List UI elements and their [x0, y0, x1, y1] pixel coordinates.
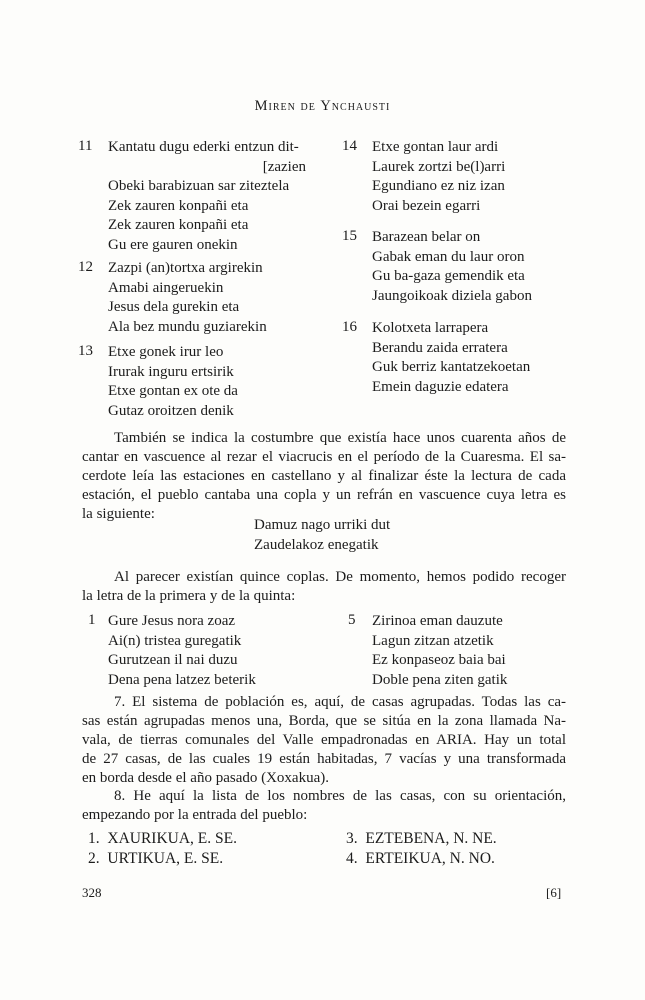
paragraph-section-8 — [82, 787, 566, 825]
paragraph-line: Al parecer existían quince coplas. De momento, hemos podido recoger — [114, 569, 566, 585]
copla-line: Lagun zitzan atzetik — [372, 632, 494, 649]
verse-line: Zek zauren konpañi eta — [108, 197, 249, 214]
verse-line: Etxe gontan laur ardi — [372, 139, 499, 155]
verse-line: Kantatu dugu ederki entzun dit- — [108, 139, 299, 155]
verse-line: Jesus dela gurekin eta — [108, 299, 240, 315]
paragraph-coplas — [82, 568, 566, 606]
verse-line: Jaungoikoak diziela gabon — [372, 287, 532, 304]
verse-number: 14 — [342, 138, 357, 154]
paragraph-line: la letra de la primera y de la quinta: — [82, 588, 296, 604]
house-number: 3. — [346, 830, 358, 847]
verse-line: Barazean belar on — [372, 229, 481, 245]
house-list-right — [346, 829, 497, 869]
section-marker: [6] — [546, 885, 562, 900]
house-number: 4. — [346, 850, 358, 867]
verse-line: Zek zauren konpañi eta — [108, 217, 249, 233]
paragraph-line: empezando por la entrada del pueblo: — [82, 807, 308, 823]
paragraph-line: También se indica la costumbre que existía hace unos cuarenta años de — [114, 430, 566, 446]
refrain — [254, 516, 390, 555]
house-number: 1. — [88, 830, 100, 847]
paragraph-line: sas están agrupadas menos una, Borda, que se sitúa en la zona llamada Na- — [82, 713, 566, 729]
verse-line: Etxe gontan ex ote da — [108, 383, 238, 399]
verse-line: Laurek zortzi be(l)arri — [372, 158, 506, 175]
verse-number: 16 — [342, 319, 357, 335]
copla-line: Gurutzean il nai duzu — [108, 652, 238, 668]
page-number: 328 — [82, 885, 102, 900]
house-name: ERTEIKUA, N. NO. — [365, 850, 495, 867]
verse-line: Gu ba-gaza gemendik eta — [372, 268, 525, 284]
verse-line: Kolotxeta larrapera — [372, 320, 489, 336]
verse-line: Orai bezein egarri — [372, 197, 481, 214]
verse-line: [zazien — [262, 158, 306, 175]
copla-number: 1 — [88, 612, 96, 628]
paragraph-line: 8. He aquí la lista de los nombres de las casas, con su orientación, — [114, 788, 566, 804]
verse-line: Etxe gonek irur leo — [108, 344, 224, 360]
verse-line: Gu ere gauren onekin — [108, 236, 238, 253]
house-name: URTIKUA, E. SE. — [107, 850, 224, 867]
copla-line: Ez konpaseoz baia bai — [372, 652, 506, 668]
house-name: EZTEBENA, N. NE. — [365, 830, 497, 847]
verse-line: Zazpi (an)tortxa argirekin — [108, 260, 263, 276]
house-number: 2. — [88, 850, 100, 867]
house-item — [88, 829, 237, 849]
verse-line: Guk berriz kantatzekoetan — [372, 359, 531, 375]
paragraph-line: la siguiente: — [82, 506, 155, 522]
verse-line: Obeki barabizuan sar ziteztela — [108, 178, 290, 194]
author-last: Ynchausti — [320, 98, 391, 114]
refrain-line: Zaudelakoz enegatik — [254, 536, 379, 553]
verse-line: Irurak inguru ertsirik — [108, 363, 234, 380]
copla-line: Dena pena latzez beterik — [108, 671, 256, 688]
verse-line: Emein daguzie edatera — [372, 378, 509, 395]
paragraph-line: cerdote leía las estaciones en castellano y al finalizar éste la lectura de cada — [82, 468, 566, 484]
house-item — [88, 849, 237, 869]
house-item — [346, 849, 497, 869]
verse-line: Gabak eman du laur oron — [372, 248, 525, 265]
verse-number: 12 — [78, 259, 93, 275]
refrain-line: Damuz nago urriki dut — [254, 517, 391, 533]
verse-number: 13 — [78, 343, 93, 359]
house-name: XAURIKUA, E. SE. — [107, 830, 237, 847]
paragraph-line: cantar en vascuence al rezar el viacrucis en el período de la Cuaresma. El sa- — [82, 449, 566, 465]
paragraph-line: 7. El sistema de población es, aquí, de casas agrupadas. Todas las ca- — [114, 694, 566, 710]
paragraph-line: vala, de tierras comunales del Valle empadronadas en ARIA. Hay un total — [82, 732, 566, 748]
verse-line: Gutaz oroitzen denik — [108, 402, 234, 419]
paragraph-line: en borda desde el año pasado (Xoxakua). — [82, 770, 329, 786]
copla-line: Gure Jesus nora zoaz — [108, 613, 236, 629]
house-list-left — [88, 829, 237, 869]
paragraph-line: de 27 casas, de las cuales 19 están habitadas, 7 vacías y una transformada — [82, 751, 566, 767]
verse-line: Ala bez mundu guziarekin — [108, 318, 267, 335]
verse-line: Egundiano ez niz izan — [372, 178, 505, 194]
running-header — [0, 98, 645, 115]
paragraph-line: estación, el pueblo cantaba una copla y un refrán en vascuence cuya letra es — [82, 487, 566, 503]
verse-number: 11 — [78, 138, 93, 154]
paragraph-section-7 — [82, 693, 566, 788]
copla-line: Ai(n) tristea guregatik — [108, 632, 242, 649]
verse-line: Berandu zaida erratera — [372, 339, 508, 356]
verse-number: 15 — [342, 228, 357, 244]
copla-number: 5 — [348, 612, 356, 628]
paragraph-viacrucis — [82, 429, 566, 524]
verse-line: Amabi aingeruekin — [108, 279, 224, 296]
author-first: Miren de — [254, 98, 316, 114]
house-item — [346, 829, 497, 849]
copla-line: Doble pena ziten gatik — [372, 671, 508, 688]
copla-line: Zirinoa eman dauzute — [372, 613, 503, 629]
